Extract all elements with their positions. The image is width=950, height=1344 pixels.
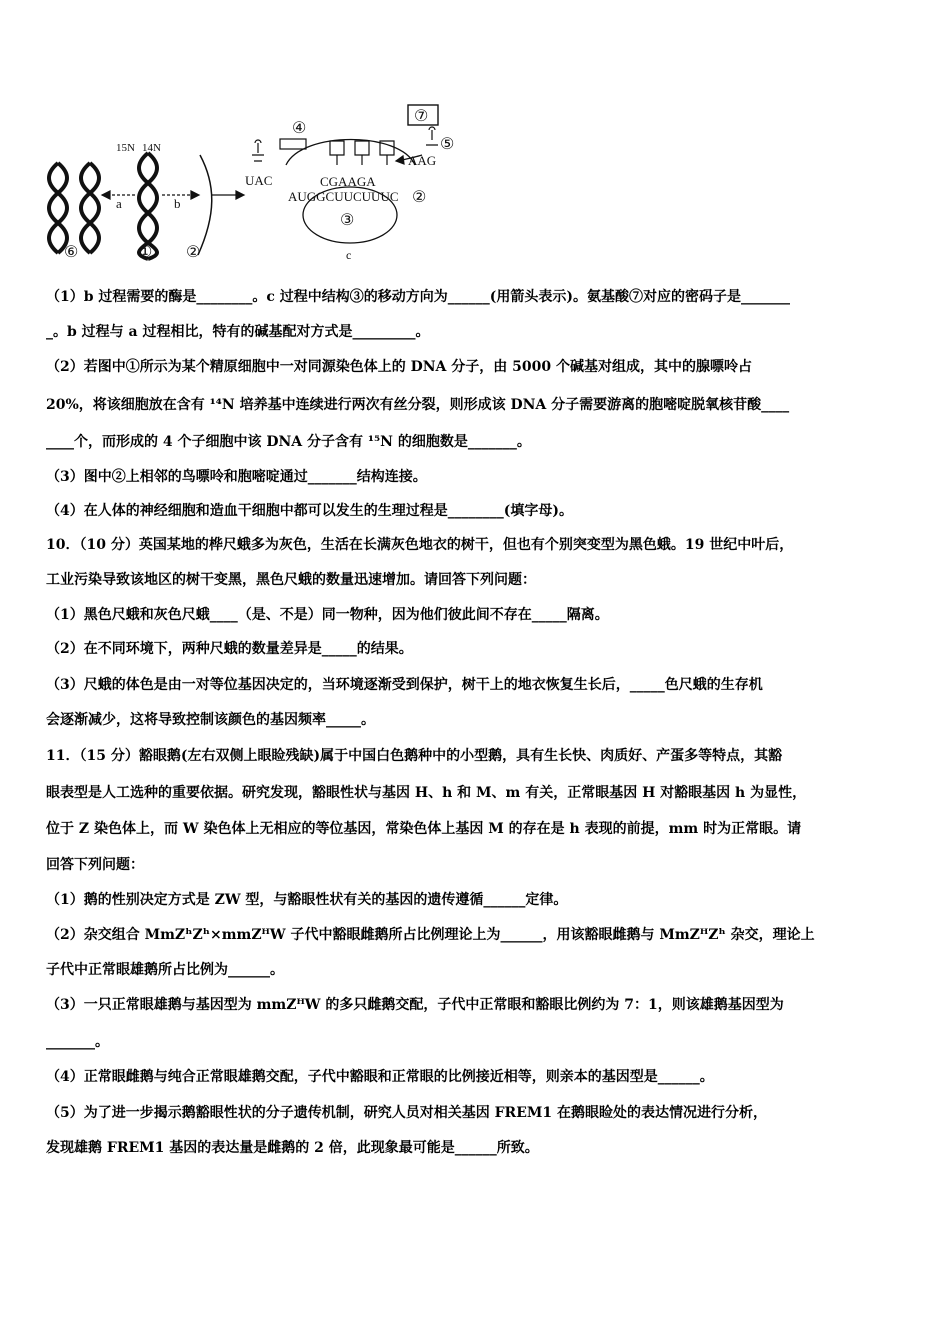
label-cgaaga: CGAAGA	[320, 174, 376, 189]
arrow-to-c	[212, 191, 244, 199]
q11-part5-line2: 发现雄鹅 FREM1 基因的表达量是雌鹅的 2 倍，此现象最可能是______所致。	[46, 1140, 539, 1156]
label-6: ⑥	[64, 244, 79, 261]
q11-stem-line3: 位于 Z 染色体上，而 W 染色体上无相应的等位基因，常染色体上基因 M 的存在是 h 表现的前提，mm 时为正常眼。请	[46, 821, 802, 837]
q11-part2-line1: （2）杂交组合 MmZʰZʰ×mmZᴴW 子代中豁眼雌鹅所占比例理论上为______，用该豁眼雌鹅与 MmZᴴZʰ 杂交，理论上	[46, 927, 815, 943]
label-1: ①	[138, 244, 153, 261]
q11-part5-line1: （5）为了进一步揭示鹅豁眼性状的分子遗传机制，研究人员对相关基因 FREM1 在鹅眼睑处的表达情况进行分析，	[46, 1105, 767, 1121]
arrow-b	[162, 191, 199, 199]
label-5: ⑤	[440, 136, 455, 153]
label-a: a	[116, 196, 122, 211]
label-c: c	[346, 248, 352, 262]
label-mrna: AUGGCUUCUUUC	[288, 189, 399, 204]
q11-part4: （4）正常眼雌鹅与纯合正常眼雄鹅交配，子代中豁眼和正常眼的比例接近相等，则亲本的基因型是______。	[46, 1069, 714, 1085]
label-b: b	[174, 196, 181, 211]
q9-part4: （4）在人体的神经细胞和造血干细胞中都可以发生的生理过程是________(填字母)。	[46, 503, 573, 519]
q9-part2-line3: ____个，而形成的 4 个子细胞中该 DNA 分子含有 ¹⁵N 的细胞数是_______。	[46, 434, 531, 450]
box-4	[280, 139, 306, 149]
q10-stem-line1: 10．（10 分）英国某地的桦尺蛾多为灰色，生活在长满灰色地衣的树干，但也有个别突变型为黑色蛾。19 世纪中叶后，	[46, 537, 794, 553]
dna-replication-transcription-translation-figure	[40, 95, 460, 265]
q11-part3-line2: _______。	[46, 1034, 109, 1050]
q11-stem-line1: 11．（15 分）豁眼鹅(左右双侧上眼睑残缺)属于中国白色鹅种中的小型鹅，具有生长快、肉质好、产蛋多等特点，其豁	[46, 748, 783, 764]
q10-stem-line2: 工业污染导致该地区的树干变黑，黑色尺蛾的数量迅速增加。请回答下列问题：	[46, 572, 536, 588]
q11-stem-line4: 回答下列问题：	[46, 857, 144, 873]
q9-part3: （3）图中②上相邻的鸟嘌呤和胞嘧啶通过_______结构连接。	[46, 469, 427, 485]
q11-stem-line2: 眼表型是人工选种的重要依据。研究发现，豁眼性状与基因 H、h 和 M、m 有关，正常眼基因 H 对豁眼基因 h 为显性，	[46, 785, 807, 801]
label-7: ⑦	[414, 108, 429, 125]
q10-part3-line2: 会逐渐减少，这将导致控制该颜色的基因频率_____。	[46, 712, 375, 728]
label-2b: ②	[412, 189, 427, 206]
q10-part3-line1: （3）尺蛾的体色是由一对等位基因决定的，当环境逐渐受到保护，树干上的地衣恢复生长后，_____色尺蛾的生存机	[46, 677, 763, 693]
label-3: ③	[340, 212, 355, 229]
label-4: ④	[292, 120, 307, 137]
q11-part1: （1）鹅的性别决定方式是 ZW 型，与豁眼性状有关的基因的遗传遵循______定律。	[46, 892, 568, 908]
q9-part2-line1: （2）若图中①所示为某个精原细胞中一对同源染色体上的 DNA 分子，由 5000 个碱基对组成，其中的腺嘌呤占	[46, 359, 752, 375]
q9-part1-line2: _。b 过程与 a 过程相比，特有的碱基配对方式是_________。	[46, 324, 430, 340]
q11-part2-line2: 子代中正常眼雄鹅所占比例为______。	[46, 962, 284, 978]
label-2a: ②	[186, 244, 201, 261]
q9-part1-line1: （1）b 过程需要的酶是________。c 过程中结构③的移动方向为______(用箭头表示)。氨基酸⑦对应的密码子是_______	[46, 289, 791, 305]
label-uac: UAC	[245, 173, 273, 188]
label-14n: 14N	[142, 142, 161, 154]
q10-part2: （2）在不同环境下，两种尺蛾的数量差异是_____的结果。	[46, 641, 413, 657]
q9-part2-line2: 20%，将该细胞放在含有 ¹⁴N 培养基中连续进行两次有丝分裂，则形成该 DNA 分子需要游离的胞嘧啶脱氧核苷酸____	[46, 397, 790, 413]
q11-part3-line1: （3）一只正常眼雄鹅与基因型为 mmZᴴW 的多只雌鹅交配，子代中正常眼和豁眼比例约为 7：1，则该雄鹅基因型为	[46, 997, 784, 1013]
q10-part1: （1）黑色尺蛾和灰色尺蛾____（是、不是）同一物种，因为他们彼此间不存在_____隔离。	[46, 607, 609, 623]
label-15n: 15N	[116, 142, 135, 154]
label-aag: AAG	[408, 153, 437, 168]
dna-helix-6	[49, 163, 99, 253]
mrna-strand-2	[198, 155, 212, 255]
